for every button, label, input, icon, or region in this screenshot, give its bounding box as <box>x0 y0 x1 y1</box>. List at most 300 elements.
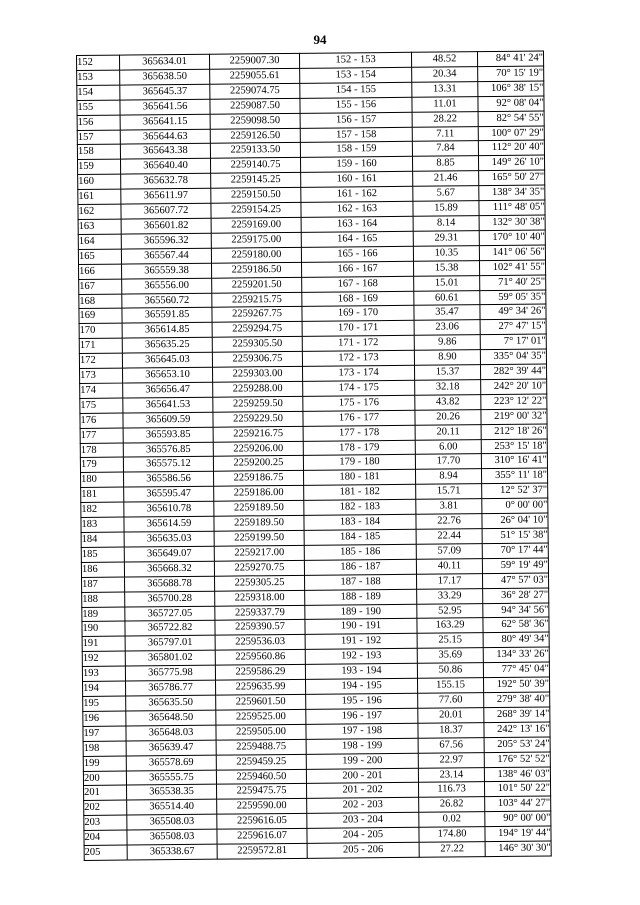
point-number-cell: 166 <box>79 264 122 279</box>
x-coordinate-cell: 365668.32 <box>124 561 214 577</box>
point-number-cell: 153 <box>77 70 120 85</box>
y-coordinate-cell: 2259150.50 <box>211 188 301 204</box>
bearing-cell: 310° 16' 41" <box>481 453 547 469</box>
distance-cell: 26.82 <box>419 797 485 813</box>
x-coordinate-cell: 365797.01 <box>125 636 215 652</box>
bearing-cell: 279° 38' 40" <box>484 692 550 708</box>
point-number-cell: 185 <box>81 547 124 562</box>
point-number-cell: 174 <box>80 383 123 398</box>
bearing-cell: 59° 05' 35" <box>480 290 546 306</box>
x-coordinate-cell: 365649.07 <box>124 546 214 562</box>
x-coordinate-cell: 365609.59 <box>123 412 213 428</box>
point-number-cell: 181 <box>81 487 124 502</box>
x-coordinate-cell: 365648.50 <box>126 710 216 726</box>
point-number-cell: 179 <box>80 458 123 473</box>
x-coordinate-cell: 365639.47 <box>126 740 216 756</box>
bearing-cell: 62° 58' 36" <box>483 617 549 633</box>
y-coordinate-cell: 2259305.25 <box>215 575 305 591</box>
distance-cell: 40.11 <box>416 558 482 574</box>
bearing-cell: 103° 44' 27" <box>485 796 551 812</box>
point-number-cell: 190 <box>82 621 125 636</box>
coordinates-table-body <box>77 51 552 860</box>
distance-cell: 15.89 <box>413 201 479 217</box>
point-number-cell: 194 <box>83 681 126 696</box>
distance-cell: 15.37 <box>414 365 480 381</box>
x-coordinate-cell: 365635.50 <box>126 695 216 711</box>
bearing-cell: 92° 08' 04" <box>478 96 544 112</box>
x-coordinate-cell: 365338.67 <box>127 844 217 860</box>
distance-cell: 35.69 <box>417 648 483 664</box>
point-number-cell: 165 <box>78 249 121 264</box>
distance-cell: 6.00 <box>415 439 481 455</box>
x-coordinate-cell: 365610.78 <box>124 501 214 517</box>
segment-cell: 174 - 175 <box>303 380 415 396</box>
y-coordinate-cell: 2259616.07 <box>217 828 307 844</box>
point-number-cell: 172 <box>79 353 122 368</box>
point-number-cell: 154 <box>77 85 120 100</box>
distance-cell: 22.44 <box>416 529 482 545</box>
x-coordinate-cell: 365632.78 <box>121 173 211 189</box>
segment-cell: 160 - 161 <box>301 172 413 188</box>
x-coordinate-cell: 365578.69 <box>126 755 216 771</box>
bearing-cell: 101° 50' 22" <box>484 781 550 797</box>
bearing-cell: 282° 39' 44" <box>480 364 546 380</box>
x-coordinate-cell: 365786.77 <box>126 680 216 696</box>
x-coordinate-cell: 365555.75 <box>126 770 216 786</box>
bearing-cell: 70° 17' 44" <box>482 543 548 559</box>
distance-cell: 174.80 <box>419 827 485 843</box>
y-coordinate-cell: 2259169.00 <box>211 217 301 233</box>
bearing-cell: 335° 04' 35" <box>480 349 546 365</box>
bearing-cell: 192° 50' 39" <box>483 677 549 693</box>
bearing-cell: 7° 17' 01" <box>480 334 546 350</box>
distance-cell: 8.90 <box>414 350 480 366</box>
point-number-cell: 155 <box>77 100 120 115</box>
y-coordinate-cell: 2259259.50 <box>213 396 303 412</box>
y-coordinate-cell: 2259288.00 <box>213 381 303 397</box>
x-coordinate-cell: 365559.38 <box>122 263 212 279</box>
x-coordinate-cell: 365591.85 <box>122 308 212 324</box>
distance-cell: 8.94 <box>415 469 481 485</box>
bearing-cell: 27° 47' 15" <box>480 319 546 335</box>
distance-cell: 15.01 <box>414 275 480 291</box>
x-coordinate-cell: 365648.03 <box>126 725 216 741</box>
y-coordinate-cell: 2259635.99 <box>216 679 306 695</box>
distance-cell: 8.14 <box>413 216 479 232</box>
x-coordinate-cell: 365576.85 <box>123 442 213 458</box>
page-number: 94 <box>313 32 327 47</box>
distance-cell: 29.31 <box>413 231 479 247</box>
y-coordinate-cell: 2259270.75 <box>214 560 304 576</box>
distance-cell: 20.34 <box>412 67 478 83</box>
point-number-cell: 161 <box>78 189 121 204</box>
y-coordinate-cell: 2259601.50 <box>216 694 306 710</box>
distance-cell: 22.76 <box>416 514 482 530</box>
x-coordinate-cell: 365641.56 <box>120 99 210 115</box>
x-coordinate-cell: 365635.03 <box>124 531 214 547</box>
x-coordinate-cell: 365508.03 <box>127 814 217 830</box>
segment-cell: 195 - 196 <box>306 693 418 709</box>
y-coordinate-cell: 2259572.81 <box>217 843 307 859</box>
x-coordinate-cell: 365638.50 <box>120 69 210 85</box>
distance-cell: 9.86 <box>414 335 480 351</box>
x-coordinate-cell: 365614.59 <box>124 516 214 532</box>
segment-cell: 193 - 194 <box>305 663 417 679</box>
y-coordinate-cell: 2259098.50 <box>210 113 300 129</box>
bearing-cell: 132° 30' 38" <box>479 215 545 231</box>
point-number-cell: 201 <box>84 785 127 800</box>
point-number-cell: 159 <box>78 159 121 174</box>
point-number-cell: 164 <box>78 234 121 249</box>
y-coordinate-cell: 2259055.61 <box>210 68 300 84</box>
segment-cell: 194 - 195 <box>306 678 418 694</box>
y-coordinate-cell: 2259074.75 <box>210 83 300 99</box>
y-coordinate-cell: 2259215.75 <box>212 292 302 308</box>
x-coordinate-cell: 365645.37 <box>120 84 210 100</box>
distance-cell: 77.60 <box>418 693 484 709</box>
segment-cell: 165 - 166 <box>301 246 413 262</box>
y-coordinate-cell: 2259505.00 <box>216 724 306 740</box>
y-coordinate-cell: 2259216.75 <box>213 426 303 442</box>
segment-cell: 155 - 156 <box>300 97 412 113</box>
y-coordinate-cell: 2259145.25 <box>211 173 301 189</box>
segment-cell: 168 - 169 <box>302 291 414 307</box>
point-number-cell: 163 <box>78 219 121 234</box>
x-coordinate-cell: 365722.82 <box>125 621 215 637</box>
segment-cell: 201 - 202 <box>307 783 419 799</box>
y-coordinate-cell: 2259306.75 <box>212 351 302 367</box>
segment-cell: 153 - 154 <box>300 67 412 83</box>
x-coordinate-cell: 365641.15 <box>120 114 210 130</box>
distance-cell: 11.01 <box>412 96 478 112</box>
segment-cell: 177 - 178 <box>303 425 415 441</box>
bearing-cell: 268° 39' 14" <box>484 707 550 723</box>
point-number-cell: 180 <box>81 472 124 487</box>
segment-cell: 158 - 159 <box>300 142 412 158</box>
segment-cell: 197 - 198 <box>306 723 418 739</box>
bearing-cell: 212° 18' 26" <box>481 424 547 440</box>
distance-cell: 20.01 <box>418 707 484 723</box>
segment-cell: 186 - 187 <box>304 559 416 575</box>
point-number-cell: 199 <box>83 756 126 771</box>
distance-cell: 5.67 <box>413 186 479 202</box>
y-coordinate-cell: 2259200.25 <box>213 456 303 472</box>
point-number-cell: 156 <box>77 115 120 130</box>
bearing-cell: 84° 41' 24" <box>477 51 543 67</box>
segment-cell: 161 - 162 <box>301 186 413 202</box>
distance-cell: 163.29 <box>417 618 483 634</box>
point-number-cell: 196 <box>83 711 126 726</box>
y-coordinate-cell: 2259616.05 <box>217 814 307 830</box>
segment-cell: 167 - 168 <box>302 276 414 292</box>
segment-cell: 163 - 164 <box>301 216 413 232</box>
y-coordinate-cell: 2259126.50 <box>210 128 300 144</box>
distance-cell: 7.84 <box>412 141 478 157</box>
distance-cell: 60.61 <box>414 290 480 306</box>
x-coordinate-cell: 365653.10 <box>123 367 213 383</box>
x-coordinate-cell: 365614.85 <box>122 323 212 339</box>
point-number-cell: 191 <box>82 636 125 651</box>
bearing-cell: 170° 10' 40" <box>479 230 545 246</box>
segment-cell: 192 - 193 <box>305 649 417 665</box>
distance-cell: 13.31 <box>412 81 478 97</box>
point-number-cell: 183 <box>81 517 124 532</box>
bearing-cell: 205° 53' 24" <box>484 737 550 753</box>
distance-cell: 20.11 <box>415 424 481 440</box>
y-coordinate-cell: 2259175.00 <box>211 232 301 248</box>
distance-cell: 10.35 <box>413 245 479 261</box>
x-coordinate-cell: 365560.72 <box>122 293 212 309</box>
y-coordinate-cell: 2259590.00 <box>217 799 307 815</box>
y-coordinate-cell: 2259133.50 <box>210 143 300 159</box>
y-coordinate-cell: 2259536.03 <box>215 635 305 651</box>
segment-cell: 162 - 163 <box>301 201 413 217</box>
bearing-cell: 102° 41' 55" <box>479 260 545 276</box>
segment-cell: 203 - 204 <box>307 812 419 828</box>
x-coordinate-cell: 365538.35 <box>127 785 217 801</box>
segment-cell: 173 - 174 <box>302 365 414 381</box>
point-number-cell: 200 <box>83 771 126 786</box>
point-number-cell: 157 <box>77 130 120 145</box>
distance-cell: 23.14 <box>418 767 484 783</box>
point-number-cell: 204 <box>84 830 127 845</box>
distance-cell: 7.11 <box>412 126 478 142</box>
segment-cell: 156 - 157 <box>300 112 412 128</box>
segment-cell: 180 - 181 <box>304 470 416 486</box>
bearing-cell: 242° 20' 10" <box>481 379 547 395</box>
point-number-cell: 177 <box>80 428 123 443</box>
segment-cell: 190 - 191 <box>305 619 417 635</box>
distance-cell: 33.29 <box>417 588 483 604</box>
bearing-cell: 223° 12' 22" <box>481 394 547 410</box>
segment-cell: 179 - 180 <box>303 455 415 471</box>
point-number-cell: 192 <box>82 651 125 666</box>
y-coordinate-cell: 2259294.75 <box>212 322 302 338</box>
point-number-cell: 175 <box>80 398 123 413</box>
segment-cell: 154 - 155 <box>300 82 412 98</box>
y-coordinate-cell: 2259229.50 <box>213 411 303 427</box>
point-number-cell: 167 <box>79 279 122 294</box>
x-coordinate-cell: 365567.44 <box>121 248 211 264</box>
distance-cell: 8.85 <box>412 156 478 172</box>
x-coordinate-cell: 365644.63 <box>120 129 210 145</box>
y-coordinate-cell: 2259180.00 <box>211 247 301 263</box>
segment-cell: 176 - 177 <box>303 410 415 426</box>
distance-cell: 17.70 <box>415 454 481 470</box>
y-coordinate-cell: 2259525.00 <box>216 709 306 725</box>
segment-cell: 183 - 184 <box>304 514 416 530</box>
y-coordinate-cell: 2259217.00 <box>214 545 304 561</box>
x-coordinate-cell: 365607.72 <box>121 203 211 219</box>
segment-cell: 191 - 192 <box>305 634 417 650</box>
point-number-cell: 182 <box>81 502 124 517</box>
y-coordinate-cell: 2259460.50 <box>216 769 306 785</box>
bearing-cell: 49° 34' 26" <box>480 304 546 320</box>
x-coordinate-cell: 365556.00 <box>122 278 212 294</box>
coordinates-table <box>76 51 552 861</box>
bearing-cell: 94° 34' 56" <box>483 603 549 619</box>
x-coordinate-cell: 365727.05 <box>125 606 215 622</box>
bearing-cell: 82° 54' 55" <box>478 111 544 127</box>
distance-cell: 116.73 <box>419 782 485 798</box>
distance-cell: 20.26 <box>415 409 481 425</box>
x-coordinate-cell: 365643.38 <box>120 144 210 160</box>
bearing-cell: 80° 49' 34" <box>483 632 549 648</box>
point-number-cell: 169 <box>79 308 122 323</box>
y-coordinate-cell: 2259305.50 <box>212 337 302 353</box>
point-number-cell: 171 <box>79 338 122 353</box>
segment-cell: 187 - 188 <box>305 574 417 590</box>
y-coordinate-cell: 2259140.75 <box>211 158 301 174</box>
segment-cell: 184 - 185 <box>304 529 416 545</box>
x-coordinate-cell: 365593.85 <box>123 427 213 443</box>
x-coordinate-cell: 365634.01 <box>120 54 210 70</box>
point-number-cell: 203 <box>84 815 127 830</box>
bearing-cell: 253° 15' 18" <box>481 439 547 455</box>
point-number-cell: 173 <box>80 368 123 383</box>
segment-cell: 152 - 153 <box>299 52 411 68</box>
bearing-cell: 138° 46' 03" <box>484 766 550 782</box>
x-coordinate-cell: 365656.47 <box>123 382 213 398</box>
x-coordinate-cell: 365801.02 <box>125 650 215 666</box>
segment-cell: 166 - 167 <box>301 261 413 277</box>
bearing-cell: 70° 15' 19" <box>478 66 544 82</box>
point-number-cell: 193 <box>82 666 125 681</box>
point-number-cell: 187 <box>82 577 125 592</box>
y-coordinate-cell: 2259390.57 <box>215 620 305 636</box>
point-number-cell: 158 <box>77 145 120 160</box>
distance-cell: 28.22 <box>412 111 478 127</box>
x-coordinate-cell: 365586.56 <box>124 472 214 488</box>
y-coordinate-cell: 2259201.50 <box>212 277 302 293</box>
bearing-cell: 47° 57' 03" <box>482 573 548 589</box>
distance-cell: 50.86 <box>417 663 483 679</box>
segment-cell: 159 - 160 <box>300 157 412 173</box>
bearing-cell: 149° 26' 10" <box>478 155 544 171</box>
bearing-cell: 355° 11' 18" <box>481 468 547 484</box>
distance-cell: 3.81 <box>416 499 482 515</box>
distance-cell: 0.02 <box>419 812 485 828</box>
segment-cell: 200 - 201 <box>306 768 418 784</box>
segment-cell: 157 - 158 <box>300 127 412 143</box>
segment-cell: 202 - 203 <box>307 798 419 814</box>
bearing-cell: 100° 07' 29" <box>478 126 544 142</box>
bearing-cell: 141° 06' 56" <box>479 245 545 261</box>
y-coordinate-cell: 2259318.00 <box>215 590 305 606</box>
distance-cell: 155.15 <box>417 678 483 694</box>
bearing-cell: 146° 30' 30" <box>485 841 551 857</box>
bearing-cell: 176° 52' 52" <box>484 752 550 768</box>
segment-cell: 170 - 171 <box>302 321 414 337</box>
y-coordinate-cell: 2259186.75 <box>214 471 304 487</box>
x-coordinate-cell: 365645.03 <box>122 352 212 368</box>
segment-cell: 204 - 205 <box>307 827 419 843</box>
point-number-cell: 170 <box>79 323 122 338</box>
distance-cell: 21.46 <box>413 171 479 187</box>
bearing-cell: 138° 34' 35" <box>479 185 545 201</box>
distance-cell: 18.37 <box>418 722 484 738</box>
y-coordinate-cell: 2259475.75 <box>217 784 307 800</box>
segment-cell: 188 - 189 <box>305 589 417 605</box>
segment-cell: 189 - 190 <box>305 604 417 620</box>
y-coordinate-cell: 2259199.50 <box>214 530 304 546</box>
segment-cell: 196 - 197 <box>306 708 418 724</box>
segment-cell: 182 - 183 <box>304 499 416 515</box>
segment-cell: 164 - 165 <box>301 231 413 247</box>
x-coordinate-cell: 365635.25 <box>122 337 212 353</box>
point-number-cell: 160 <box>78 174 121 189</box>
x-coordinate-cell: 365700.28 <box>125 591 215 607</box>
bearing-cell: 0° 00' 00" <box>482 498 548 514</box>
bearing-cell: 59° 19' 49" <box>482 558 548 574</box>
distance-cell: 17.17 <box>416 573 482 589</box>
bearing-cell: 134° 33' 26" <box>483 647 549 663</box>
x-coordinate-cell: 365688.78 <box>125 576 215 592</box>
distance-cell: 15.71 <box>416 484 482 500</box>
segment-cell: 178 - 179 <box>303 440 415 456</box>
bearing-cell: 26° 04' 10" <box>482 513 548 529</box>
x-coordinate-cell: 365575.12 <box>123 457 213 473</box>
point-number-cell: 152 <box>77 55 120 70</box>
y-coordinate-cell: 2259560.86 <box>215 650 305 666</box>
y-coordinate-cell: 2259186.50 <box>212 262 302 278</box>
y-coordinate-cell: 2259459.25 <box>216 754 306 770</box>
point-number-cell: 189 <box>82 607 125 622</box>
x-coordinate-cell: 365595.47 <box>124 486 214 502</box>
segment-cell: 175 - 176 <box>303 395 415 411</box>
point-number-cell: 195 <box>83 696 126 711</box>
distance-cell: 48.52 <box>411 52 477 68</box>
y-coordinate-cell: 2259154.25 <box>211 202 301 218</box>
bearing-cell: 51° 15' 38" <box>482 528 548 544</box>
y-coordinate-cell: 2259586.29 <box>215 664 305 680</box>
distance-cell: 35.47 <box>414 305 480 321</box>
segment-cell: 199 - 200 <box>306 753 418 769</box>
y-coordinate-cell: 2259488.75 <box>216 739 306 755</box>
x-coordinate-cell: 365641.53 <box>123 397 213 413</box>
bearing-cell: 242° 13' 16" <box>484 722 550 738</box>
bearing-cell: 165° 50' 27" <box>479 170 545 186</box>
point-number-cell: 188 <box>82 592 125 607</box>
y-coordinate-cell: 2259303.00 <box>213 366 303 382</box>
y-coordinate-cell: 2259189.50 <box>214 501 304 517</box>
distance-cell: 32.18 <box>415 380 481 396</box>
bearing-cell: 106° 38' 15" <box>478 81 544 97</box>
segment-cell: 181 - 182 <box>304 485 416 501</box>
distance-cell: 15.38 <box>413 260 479 276</box>
point-number-cell: 198 <box>83 741 126 756</box>
point-number-cell: 186 <box>81 562 124 577</box>
x-coordinate-cell: 365611.97 <box>121 188 211 204</box>
distance-cell: 27.22 <box>419 842 485 858</box>
distance-cell: 23.06 <box>414 320 480 336</box>
segment-cell: 172 - 173 <box>302 350 414 366</box>
y-coordinate-cell: 2259189.50 <box>214 515 304 531</box>
distance-cell: 52.95 <box>417 603 483 619</box>
point-number-cell: 205 <box>84 845 127 860</box>
distance-cell: 25.15 <box>417 633 483 649</box>
y-coordinate-cell: 2259007.30 <box>209 53 299 69</box>
point-number-cell: 184 <box>81 532 124 547</box>
segment-cell: 171 - 172 <box>302 335 414 351</box>
point-number-cell: 197 <box>83 726 126 741</box>
y-coordinate-cell: 2259267.75 <box>212 307 302 323</box>
point-number-cell: 162 <box>78 204 121 219</box>
bearing-cell: 77° 45' 04" <box>483 662 549 678</box>
point-number-cell: 202 <box>84 800 127 815</box>
bearing-cell: 219° 00' 32" <box>481 409 547 425</box>
distance-cell: 57.09 <box>416 544 482 560</box>
